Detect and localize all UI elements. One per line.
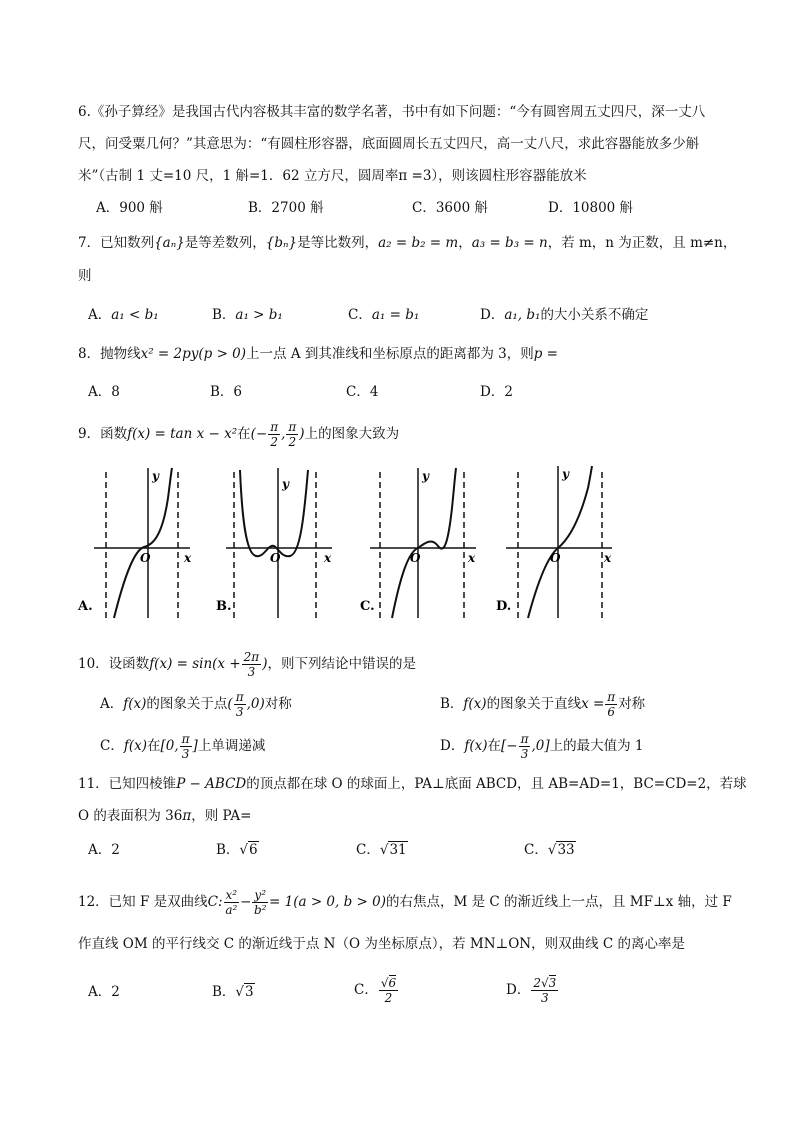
- q7-option-a-math: a₁ < b₁: [111, 307, 159, 323]
- graph-c: [356, 458, 480, 628]
- q10-option-c-den: 3: [181, 747, 190, 761]
- q11-option-a: A．2: [88, 842, 120, 858]
- q7-option-b-label: B．: [212, 307, 236, 323]
- q12-frac-y-den: b²: [253, 903, 267, 917]
- q7-option-d-tail: 的大小关系不确定: [540, 307, 649, 323]
- graph-b-curve: [240, 470, 308, 556]
- q10-option-a-close: ,0): [246, 696, 265, 712]
- q12-option-d-num: 3: [548, 976, 557, 990]
- graph-a: [72, 458, 196, 628]
- q7-eq2: a₃ = b₃ = n: [471, 235, 548, 251]
- q7-line-2: 则: [78, 268, 92, 284]
- q10-option-c-text2: 上单调递减: [197, 738, 266, 754]
- q10-option-d: [440, 732, 644, 761]
- graph-d-x-label: x: [604, 551, 612, 565]
- q7-mid2: 是等比数列，: [297, 235, 379, 251]
- q10-option-a-text1: 的图象关于点: [146, 696, 228, 712]
- q7-mid1: 是等差数列，: [184, 235, 266, 251]
- q7-option-d-label: D．: [480, 307, 505, 323]
- q7-option-c-math: a₁ = b₁: [371, 307, 420, 323]
- q8-prefix: 8．抛物线: [78, 346, 141, 362]
- q10-option-a-den: 3: [235, 705, 244, 719]
- graph-b-label: B.: [216, 599, 232, 614]
- q10-option-d-text1: 在: [487, 738, 501, 754]
- q7-seq-a: {aₙ}: [154, 235, 185, 251]
- q12-option-c-frac: [379, 976, 398, 1005]
- q11-pi: π: [182, 808, 192, 824]
- q11-option-d-sqrt: √33: [547, 842, 575, 858]
- q11-option-b-radicand: 6: [249, 842, 258, 858]
- q12-line1-tail: 的右焦点，M 是 C 的渐近线上一点，且 MF⊥x 轴，过 F: [385, 894, 732, 910]
- q11-line1-tail: 的顶点都在球 O 的球面上，PA⊥底面 ABCD，且 AB=AD=1，BC=CD=2，若球: [246, 776, 747, 792]
- q12-option-b-sqrt: √3: [235, 984, 254, 1000]
- q10-option-b-x: x =: [581, 696, 605, 712]
- q12-option-c-num: 6: [388, 976, 397, 990]
- graph-a-curve: [114, 468, 172, 618]
- q10-option-b-label: B．: [440, 696, 464, 712]
- q11-line2b: ，则 PA=: [191, 808, 252, 824]
- q10-option-c-close: ]: [192, 738, 198, 754]
- q7-prefix: 7．已知数列: [78, 235, 155, 251]
- graph-c-origin: O: [410, 551, 421, 565]
- q12-option-b: [212, 982, 255, 1002]
- q10-option-a-num: π: [235, 690, 244, 704]
- q12-option-b-label: B．: [212, 984, 236, 1000]
- q9-line: [78, 420, 754, 449]
- q9-frac-2-den: 2: [288, 435, 297, 449]
- q6-option-c: C．3600 斛: [412, 200, 488, 216]
- q9-interval-open: (−: [250, 426, 268, 442]
- q8-equation: x² = 2py(p > 0): [140, 346, 247, 362]
- q6-line-2: 尺，问受粟几何？”其意思为：“有圆柱形容器，底面圆周长五丈四尺，高一丈八尺，求此容器能放多少斛: [78, 136, 700, 152]
- q10-frac: [242, 650, 262, 679]
- q7-option-b: [212, 305, 283, 325]
- q6-option-b: B．2700 斛: [248, 200, 324, 216]
- graph-a-label: A.: [78, 599, 93, 614]
- q9-interval-close: ): [299, 426, 305, 442]
- q6-option-d: D．10800 斛: [548, 200, 634, 216]
- q10-option-a-label: A．: [100, 696, 124, 712]
- q9-mid: 在: [237, 426, 251, 442]
- graph-a-y-label: y: [152, 469, 159, 483]
- q12-c: C:: [207, 894, 223, 910]
- q12-option-c: [354, 976, 399, 1005]
- q7-option-a-label: A．: [88, 307, 112, 323]
- graph-d-label: D.: [496, 599, 512, 614]
- q7-eq1: a₂ = b₂ = m: [378, 235, 459, 251]
- q7-option-b-math: a₁ > b₁: [235, 307, 283, 323]
- q10-frac-den: 3: [247, 665, 256, 679]
- q10-option-c-open: [0,: [160, 738, 179, 754]
- q10-option-a-text2: 对称: [264, 696, 292, 712]
- q11-option-d-label: C．: [524, 842, 548, 858]
- q8-option-c: C．4: [346, 384, 379, 400]
- q12-frac-y: [252, 888, 268, 917]
- q12-prefix: 12．已知 F 是双曲线: [78, 894, 208, 910]
- q10-option-c-text1: 在: [147, 738, 161, 754]
- q11-option-c-sqrt: √31: [379, 842, 407, 858]
- q12-option-d-num-wrap: 2√3: [533, 976, 557, 990]
- q6-option-a: A．900 斛: [96, 200, 163, 216]
- q10-func-a: f(x) = sin(x +: [149, 656, 241, 672]
- q10-option-d-den: 3: [520, 747, 529, 761]
- q10-option-c: [100, 732, 265, 761]
- q9-comma: ,: [281, 426, 286, 442]
- q10-option-d-frac: [519, 732, 531, 761]
- q6-line-3: 米”（古制 1 丈=10 尺，1 斛=1．62 立方尺，圆周率π =3），则该圆柱形容器能放米: [78, 168, 587, 184]
- q12-line-1: [78, 888, 754, 917]
- q11-option-d: [524, 840, 576, 860]
- q10-option-c-label: C．: [100, 738, 124, 754]
- q7-seq-b: {bₙ}: [265, 235, 298, 251]
- q10-option-b-text1: 的图象关于直线: [486, 696, 582, 712]
- q7-option-c-label: C．: [348, 307, 372, 323]
- q10-option-a-frac: [234, 690, 246, 719]
- q10-option-d-close: ,0]: [531, 738, 550, 754]
- q10-option-a-open: (: [227, 696, 233, 712]
- q10-option-b: [440, 690, 645, 719]
- q10-option-b-f: f(x): [463, 696, 487, 712]
- q12-frac-x-num: x²: [225, 888, 238, 902]
- q12-option-d: [506, 976, 559, 1005]
- q12-option-c-label: C．: [354, 982, 378, 998]
- q9-tail: 上的图象大致为: [304, 426, 400, 442]
- q8-p: p =: [533, 346, 558, 362]
- q11-line-1: [78, 774, 754, 794]
- graph-c-x-label: x: [468, 551, 476, 565]
- q11-option-d-radicand: 33: [557, 842, 575, 858]
- graph-b-x-label: x: [324, 551, 332, 565]
- q10-option-d-text2: 上的最大值为 1: [549, 738, 644, 754]
- q12-option-d-frac: [531, 976, 558, 1005]
- q6-line-1: 6.《孙子算经》是我国古代内容极其丰富的数学名著，书中有如下问题：“今有圆窖周五丈四尺，深一丈八: [78, 104, 706, 120]
- q12-option-d-label: D．: [506, 982, 531, 998]
- q12-frac-x-den: a²: [225, 903, 238, 917]
- q7-option-a: [88, 305, 159, 325]
- q11-pyramid: P − ABCD: [176, 776, 247, 792]
- q8-option-a: A．8: [88, 384, 120, 400]
- q11-option-b-sqrt: √6: [239, 842, 258, 858]
- q10-line: [78, 650, 754, 679]
- q10-func-b: ): [262, 656, 268, 672]
- graph-c-y-label: y: [422, 469, 429, 483]
- graph-d: [492, 458, 616, 628]
- q10-option-b-frac: [605, 690, 617, 719]
- graph-a-x-label: x: [184, 551, 192, 565]
- q9-frac-1: [268, 420, 280, 449]
- q9-graphs: [72, 458, 632, 628]
- q9-frac-2: [286, 420, 298, 449]
- q12-option-c-num-wrap: √6: [380, 976, 397, 990]
- q12-eq-tail: = 1(a > 0, b > 0): [269, 894, 386, 910]
- q10-frac-num: 2π: [243, 650, 260, 664]
- q8-mid: 上一点 A 到其准线和坐标原点的距离都为 3，则: [246, 346, 534, 362]
- q7-cond: ，若 m，n 为正数，且 m≠n，: [547, 235, 737, 251]
- q8-option-b: B．6: [210, 384, 243, 400]
- q12-option-d-den: 3: [540, 991, 549, 1005]
- q11-line2a: O 的表面积为 36: [78, 808, 183, 824]
- q10-tail: ，则下列结论中错误的是: [267, 656, 416, 672]
- q9-frac-1-den: 2: [270, 435, 278, 449]
- q11-option-c-radicand: 31: [389, 842, 407, 858]
- q12-option-b-radicand: 3: [245, 984, 254, 1000]
- q11-option-c: [356, 840, 408, 860]
- q10-option-c-num: π: [181, 732, 190, 746]
- q10-option-d-num: π: [520, 732, 529, 746]
- q7-option-d: [480, 305, 648, 325]
- q12-frac-x: [224, 888, 240, 917]
- q11-prefix: 11．已知四棱锥: [78, 776, 177, 792]
- q10-option-b-den: 6: [607, 705, 616, 719]
- graph-c-curve: [392, 468, 456, 618]
- q8-option-d: D．2: [480, 384, 513, 400]
- graph-c-label: C.: [360, 599, 375, 614]
- q10-option-d-label: D．: [440, 738, 465, 754]
- q10-option-d-f: f(x): [464, 738, 488, 754]
- q8-line: [78, 344, 754, 364]
- q12-minus: −: [240, 894, 252, 910]
- q7-option-c: [348, 305, 419, 325]
- q11-option-b-label: B．: [216, 842, 240, 858]
- q10-option-c-frac: [180, 732, 192, 761]
- q11-line-2: [78, 806, 754, 826]
- q10-option-b-text2: 对称: [618, 696, 646, 712]
- q12-option-a: A．2: [88, 984, 120, 1000]
- graph-d-curve: [528, 466, 592, 618]
- q9-frac-2-num: π: [288, 420, 297, 434]
- graph-a-origin: O: [140, 551, 151, 565]
- q7-line-1: 7．已知数列{aₙ}是等差数列，{bₙ}是等比数列，a₂ = b₂ = m，a₃ = b₃ = n，若 m，n 为正数，且 m≠n，: [78, 235, 737, 251]
- q7-option-d-math: a₁, b₁: [504, 307, 541, 323]
- q10-option-a-f: f(x): [123, 696, 147, 712]
- q11-option-c-label: C．: [356, 842, 380, 858]
- graph-d-origin: O: [550, 551, 561, 565]
- q9-function: f(x) = tan x − x²: [127, 426, 238, 442]
- q10-prefix: 10．设函数: [78, 656, 150, 672]
- graph-d-y-label: y: [562, 467, 569, 481]
- graph-b-origin: O: [270, 551, 281, 565]
- q10-option-c-f: f(x): [123, 738, 147, 754]
- q10-option-d-open: [−: [500, 738, 518, 754]
- q11-option-b: [216, 840, 259, 860]
- graph-b: [212, 458, 336, 628]
- q9-prefix: 9．函数: [78, 426, 128, 442]
- q10-option-b-num: π: [607, 690, 616, 704]
- q12-option-d-pre: 2: [533, 976, 541, 990]
- q12-frac-y-num: y²: [254, 888, 267, 902]
- graph-b-y-label: y: [282, 477, 289, 491]
- q10-option-a: [100, 690, 292, 719]
- q9-frac-1-num: π: [270, 420, 279, 434]
- q12-line-2: 作直线 OM 的平行线交 C 的渐近线于点 N（O 为坐标原点），若 MN⊥ON，则双曲线 C 的离心率是: [78, 936, 686, 952]
- q12-option-c-den: 2: [384, 991, 393, 1005]
